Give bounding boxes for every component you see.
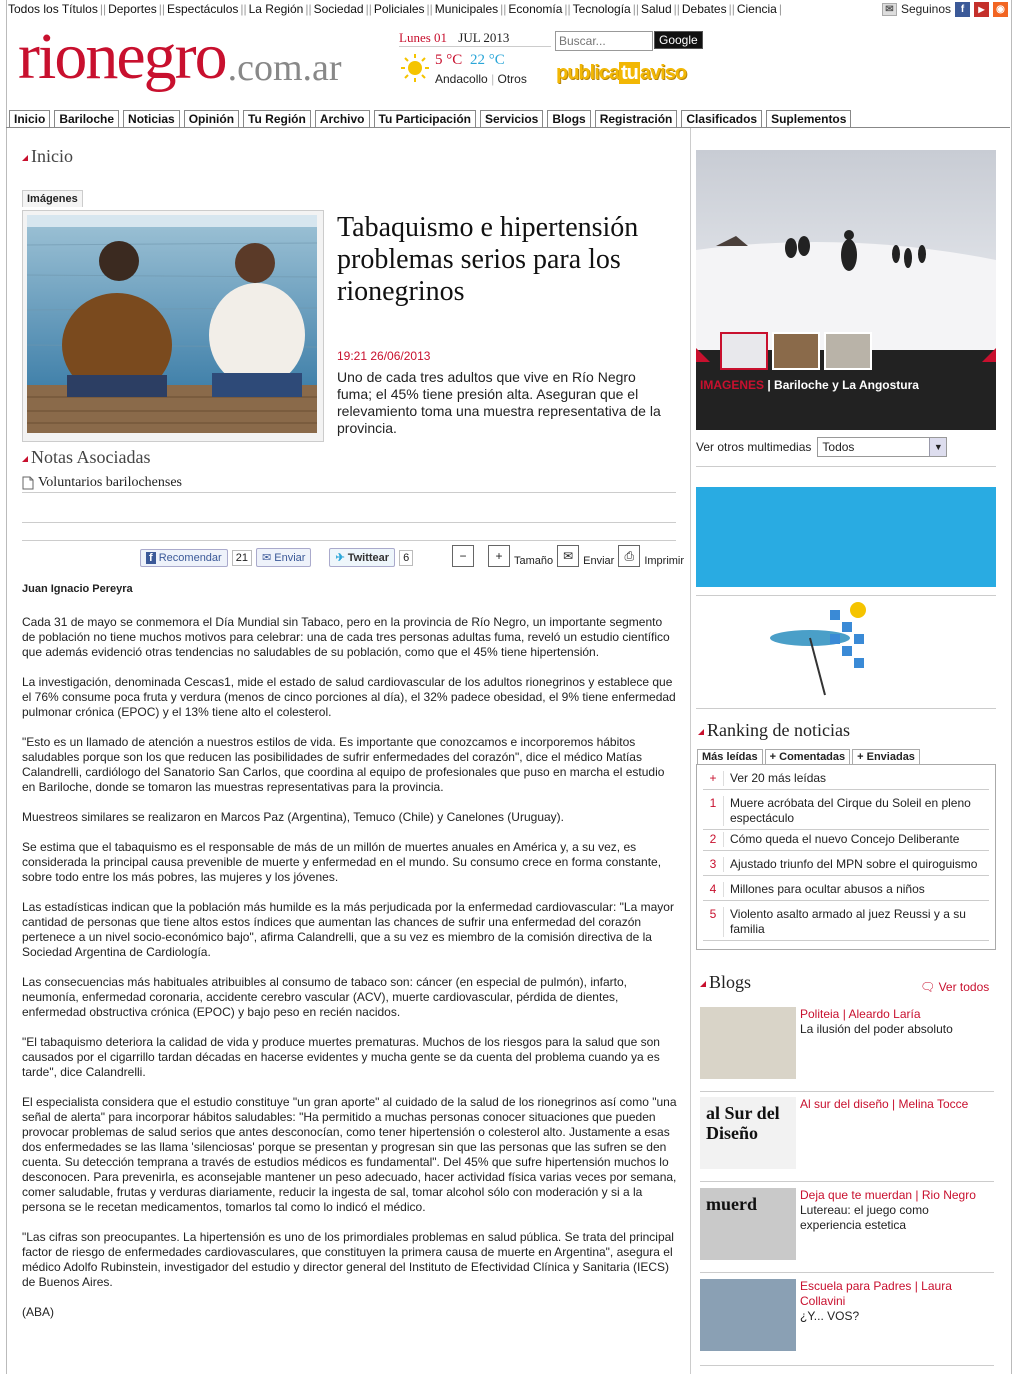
nav-tab[interactable]: Suplementos [766, 110, 851, 128]
separator: || [673, 2, 680, 16]
document-icon [22, 476, 34, 490]
nav-tab[interactable]: Clasificados [681, 110, 762, 128]
ranking-number: + [709, 771, 717, 785]
separator: || [158, 2, 165, 16]
sun-icon [399, 52, 431, 84]
publica-aviso-text: aviso [639, 62, 687, 84]
send-email-icon[interactable]: ✉ [557, 545, 579, 567]
blog-text [800, 1188, 990, 1233]
publica-aviso-banner[interactable] [556, 62, 686, 85]
ranking-item[interactable] [703, 830, 989, 851]
blog-subtitle[interactable]: ¿Y... VOS? [800, 1309, 860, 1323]
article-paragraph: "El tabaquismo deteriora la calidad de vida y produce muertes prematuras. Muchos de los riesgos para la salud que son causados por el cigarrillo tardan décadas en hacerse evidentes y mucha gente se da cuenta del problema cuando ya es tarde", dice Calandrelli. [22, 1035, 660, 1079]
ranking-item[interactable] [703, 769, 989, 790]
separator: || [728, 2, 735, 16]
article-paragraph: La investigación, denominada Cescas1, mide el estado de salud cardiovascular de los adultos rionegrinos y establece que el 76% consume poca fruta y verdura (menos de cinco porciones al día), el 32% padece obesidad, el 9% tiene enfermedad pulmonar crónica (EPOC) y el 13% tiene alto el colesterol. [22, 675, 676, 719]
notas-item-label: Voluntarios barilochenses [38, 475, 182, 490]
see-all-blogs-link[interactable] [920, 980, 989, 994]
ranking-number: 4 [709, 882, 717, 896]
facebook-send-button[interactable] [256, 548, 311, 567]
slider-thumbnail[interactable] [824, 332, 872, 370]
ranking-item[interactable] [703, 905, 989, 941]
multimedia-label: IMAGENES [700, 378, 765, 392]
separator: || [365, 2, 372, 16]
article-paragraph: "Esto es un llamado de atención a nuestros estilos de vida. Es importante que conozcamos e incorporemos hábitos saludables porque son los que reducen las posibilidades de sufrir enfermedades del corazón", dice el médico Matías Calandrelli, cardiólogo del Sanatorio San Carlos, que coordina al equipo de profesionales que puso en marcha el estudio en Bariloche, donde se tomaron las muestras representativas para la provincia. [22, 735, 665, 794]
ranking-link[interactable]: Ajustado triunfo del MPN sobre el quiroguismo [723, 857, 989, 872]
ranking-tab[interactable]: Más leídas [697, 749, 763, 764]
publica-tu-text: tu [621, 62, 638, 84]
separator: || [564, 2, 571, 16]
divider [22, 540, 676, 541]
blog-title[interactable]: Al sur del diseño | Melina Tocce [800, 1097, 969, 1111]
ranking-number: 3 [709, 857, 717, 871]
topnav-item[interactable]: La Región [248, 2, 304, 16]
ad-graphic[interactable] [740, 600, 940, 700]
logo-domain: .com.ar [227, 47, 342, 89]
blog-thumbnail[interactable] [700, 1097, 796, 1169]
article-paragraph: Muestreos similares se realizaron en Marcos Paz (Argentina), Temuco (Chile) y Canelones (Uruguay). [22, 810, 564, 824]
couple-photo [27, 215, 327, 445]
recommend-count: 21 [232, 550, 252, 566]
blog-thumbnail-text: al Sur del Diseño [706, 1103, 780, 1143]
ranking-item[interactable] [703, 855, 989, 876]
ranking-title [698, 720, 850, 741]
recommend-label: Recomendar [158, 551, 222, 564]
topnav-item[interactable]: Espectáculos [167, 2, 239, 16]
article-paragraph: Las consecuencias más habituales atribuibles al consumo de tabaco son: cáncer (en especial de pulmón), infarto, neumonía, enfermedad coronaria, accidente cerebro vascular (ACV), muerte cardiovascular, pérdida de dientes, enfermedad obstructiva crónica (EPOC) y bajo peso en recién nacidos. [22, 975, 628, 1019]
topnav-item[interactable]: Deportes [108, 2, 157, 16]
separator: || [426, 2, 433, 16]
article-photo[interactable] [22, 210, 324, 442]
article-body [22, 615, 678, 1335]
blog-text [800, 1279, 990, 1324]
topnav-item[interactable]: Municipales [434, 2, 499, 16]
topnav-item[interactable]: Ciencia [736, 2, 777, 16]
notas-title-text: Notas Asociadas [31, 447, 151, 467]
section-title-text[interactable]: Inicio [31, 146, 73, 166]
triangle-icon [22, 456, 28, 462]
weather-locality[interactable]: Andacollo [435, 72, 488, 86]
slider-thumbnails [720, 332, 872, 370]
nav-tab[interactable]: Tu Región [243, 110, 311, 128]
ranking-item[interactable] [703, 794, 989, 830]
article-paragraph: El especialista considera que el estudio constituye "un gran aporte" al cuidado de la salud de los rionegrinos así como "una señal de alerta" para incorporar hábitos saludables: "Ha permitido a muchas personas conocer situaciones que pueden provocar problemas de salud serios que antes desconocían, como tener hipertensión o colesterol alto. Justamente a esas dos enfermedades se las llama 'silenciosas' porque se presentan y progresan sin que las personas que las sufren se den cuenta. Su detección temprana a través de estudios médicos es fundamental". Del 45% que sufre hipertensión muchos lo desconocen. Para prevenirla, es aconsejable mantener un peso adecuado, hacer actividad física varias veces por semana, comer saludable, frutas y verduras diariamente, reducir la ingesta de sal, tomar alcohol sólo con moderación y si a la persona se le recetan medicamentos, tomarlos tal como lo indicó el médico. [22, 1095, 677, 1214]
notas-title [22, 447, 150, 468]
topnav-item[interactable]: Policiales [373, 2, 425, 16]
notas-item[interactable] [22, 475, 182, 491]
send-label[interactable]: Enviar [583, 555, 615, 567]
print-label[interactable]: Imprimir [644, 555, 685, 567]
zoom-in-icon[interactable]: + [488, 545, 510, 567]
rss-icon[interactable]: ◉ [993, 2, 1008, 17]
ranking-link[interactable]: Muere acróbata del Cirque du Soleil en pleno espectáculo [723, 796, 989, 826]
logo-main: rionegro [18, 20, 226, 93]
ranking-tabs [697, 749, 920, 764]
nav-tab[interactable]: Bariloche [54, 110, 119, 128]
site-logo[interactable] [18, 14, 342, 93]
triangle-icon [700, 981, 706, 987]
slider-thumbnail[interactable] [720, 332, 768, 370]
comment-icon: 🗨 [920, 980, 936, 994]
nav-tab[interactable]: Noticias [123, 110, 180, 128]
blog-item[interactable] [700, 1279, 994, 1366]
other-multimedia [696, 437, 947, 457]
article-author: Juan Ignacio Pereyra [22, 583, 133, 595]
blog-text [800, 1007, 990, 1037]
nav-tab[interactable]: Inicio [9, 110, 50, 128]
chevron-down-icon: ▼ [929, 438, 946, 456]
share-bar [140, 548, 413, 567]
google-search-button[interactable]: Google [654, 31, 703, 49]
divider [22, 492, 676, 493]
nav-tab[interactable]: Blogs [547, 110, 590, 128]
temp-low: 5 °C [435, 52, 463, 68]
article-timestamp: 19:21 26/06/2013 [337, 349, 431, 363]
facebook-icon[interactable]: f [955, 2, 970, 17]
article-tools [452, 545, 684, 567]
nav-tab[interactable]: Registración [595, 110, 678, 128]
topnav-item[interactable]: Todos los Títulos [8, 2, 98, 16]
youtube-icon[interactable]: ▶ [974, 2, 989, 17]
blog-title[interactable]: Deja que te muerdan | Rio Negro [800, 1188, 976, 1202]
date-display [399, 30, 551, 47]
print-icon[interactable]: ⎙ [618, 545, 640, 567]
send-icon: ✉ [261, 552, 272, 564]
temp-high: 22 °C [470, 52, 505, 68]
twitter-icon: ✈ [335, 552, 345, 564]
nav-tab[interactable]: Opinión [184, 110, 239, 128]
blog-text [800, 1097, 990, 1112]
nav-divider [6, 127, 1010, 128]
divider [696, 708, 996, 709]
facebook-recommend-button[interactable] [140, 549, 228, 567]
tweet-count: 6 [399, 550, 413, 566]
multimedia-caption-text: Bariloche y La Angostura [774, 378, 919, 392]
multimedia-select[interactable] [817, 437, 947, 457]
ranking-link[interactable]: Cómo queda el nuevo Concejo Deliberante [723, 832, 989, 847]
triangle-icon [22, 155, 28, 161]
topnav-item[interactable]: Economía [508, 2, 563, 16]
divider [696, 466, 996, 467]
images-tab[interactable]: Imágenes [22, 190, 83, 207]
date-month: JUL 2013 [458, 30, 510, 45]
mail-icon[interactable]: ✉ [882, 3, 897, 16]
topnav-item[interactable]: Tecnología [572, 2, 631, 16]
fb-send-label: Enviar [274, 552, 306, 564]
ranking-link[interactable]: Violento asalto armado al juez Reussi y a su familia [723, 907, 989, 937]
divider [696, 595, 996, 596]
separator: || [240, 2, 247, 16]
section-title [22, 146, 73, 167]
separator: || [99, 2, 107, 16]
other-multimedia-label: Ver otros multimedias [696, 440, 812, 454]
ranking-list [696, 764, 996, 950]
separator: || [305, 2, 312, 16]
ranking-tab[interactable]: + Enviadas [852, 749, 920, 764]
blog-title[interactable]: Escuela para Padres | Laura Collavini [800, 1279, 952, 1308]
ranking-number: 2 [709, 832, 717, 846]
follow-label: Seguinos [900, 2, 951, 16]
separator: || [500, 2, 507, 16]
blog-item[interactable] [700, 1007, 994, 1092]
divider [22, 522, 676, 523]
nav-tab[interactable]: Servicios [480, 110, 543, 128]
article-paragraph: "Las cifras son preocupantes. La hipertensión es uno de los primordiales problemas en salud pública. Se trata del principal factor de riesgo de enfermedades cardiovasculares, que constituyen la primera causa de muerte en Argentina", asegura el médico Adolfo Rubinstein, investigador del estudio y director general del Instituto de Efectividad Clínica y Sanitaria (IECS) de Buenos Aires. [22, 1230, 674, 1289]
column-divider [690, 128, 691, 1374]
slider-thumbnail[interactable] [772, 332, 820, 370]
ranking-title-text: Ranking de noticias [707, 720, 850, 740]
blogs-title [700, 972, 751, 993]
slider-prev-icon[interactable] [696, 348, 710, 362]
topnav-item[interactable]: Sociedad [313, 2, 364, 16]
tweet-button[interactable] [329, 548, 395, 567]
ranking-tab[interactable]: + Comentadas [765, 749, 851, 764]
date-day: Lunes 01 [399, 30, 448, 45]
blog-thumbnail[interactable] [700, 1279, 796, 1351]
multimedia-select-value: Todos [822, 440, 855, 454]
slider-next-icon[interactable] [982, 348, 996, 362]
publica-text: publica [556, 62, 620, 84]
article-paragraph: (ABA) [22, 1305, 55, 1319]
main-nav [9, 110, 851, 128]
zoom-out-icon[interactable]: − [452, 545, 474, 567]
blog-item[interactable] [700, 1188, 994, 1273]
tweet-label: Twittear [347, 552, 390, 564]
ranking-number: 5 [709, 907, 717, 921]
blog-thumbnail[interactable] [700, 1007, 796, 1079]
article-paragraph: Cada 31 de mayo se conmemora el Día Mundial sin Tabaco, pero en la provincia de Río Negro, un importante segmento de población no tiene muchos motivos para celebrar: una de cada tres personas adultas fuma, reveló un estudio científico que además evidenció otras tendencias no saludables de su población, como que el 45% tiene hipertensión. [22, 615, 670, 659]
blog-subtitle[interactable]: Lutereau: el juego como experiencia estetica [800, 1203, 929, 1232]
ranking-number: 1 [709, 796, 717, 810]
weather-others[interactable]: Otros [497, 72, 527, 86]
triangle-icon [698, 729, 704, 735]
separator: | [778, 2, 782, 16]
search-input[interactable] [555, 31, 653, 51]
blog-thumbnail-text: muerd [706, 1194, 757, 1214]
blog-item[interactable] [700, 1097, 994, 1182]
nav-tab[interactable]: Archivo [315, 110, 370, 128]
nav-tab[interactable]: Tu Participación [374, 110, 476, 128]
ranking-link[interactable]: Ver 20 más leídas [723, 771, 989, 786]
weather-widget: 5 °C 22 °C Andacollo | Otros [399, 52, 431, 87]
size-label: Tamaño [514, 555, 554, 567]
article-paragraph: Las estadísticas indican que la población más humilde es la más perjudicada por la enfermedad cardiovascular: "La mayor cantidad de personas que tiene altos estos índices que aumentan las chances de sufrir una enfermedad del corazón pertenece a un nivel socio-económico bajo", afirma Calandrelli, que a su vez es miembro de la comisión directiva de la Sociedad Argentina de Cardiología. [22, 900, 674, 959]
advertisement-banner[interactable] [696, 487, 996, 587]
multimedia-caption[interactable]: IMAGENES | Bariloche y La Angostura [700, 378, 919, 392]
ranking-link[interactable]: Millones para ocultar abusos a niños [723, 882, 989, 897]
blog-thumbnail[interactable] [700, 1188, 796, 1260]
article-lead: Uno de cada tres adultos que vive en Río Negro fuma; el 45% tiene presión alta. Aseguran que el relevamiento toma una muestra representativa de la provincia. [337, 369, 661, 436]
blogs-title-text: Blogs [709, 972, 752, 992]
article-paragraph: Se estima que el tabaquismo es el responsable de más de un millón de muertes anuales en América y, a su vez, es considerada la principal causa prevenible de muerte y enfermedad en el mundo. Su consumo crece en forma constante, sobre todo entre los más pobres, las mujeres y los jóvenes. [22, 840, 662, 884]
topnav-item[interactable]: Salud [640, 2, 672, 16]
see-all-label: Ver todos [938, 980, 990, 994]
separator: || [632, 2, 639, 16]
facebook-icon: f [146, 552, 156, 564]
blog-title[interactable]: Politeia | Aleardo Laría [800, 1007, 921, 1021]
blog-subtitle[interactable]: La ilusión del poder absoluto [800, 1022, 953, 1036]
topnav-item[interactable]: Debates [681, 2, 727, 16]
ranking-item[interactable] [703, 880, 989, 901]
social-links [882, 0, 1008, 18]
article-headline: Tabaquismo e hipertensión problemas serios para los rionegrinos [337, 212, 639, 307]
